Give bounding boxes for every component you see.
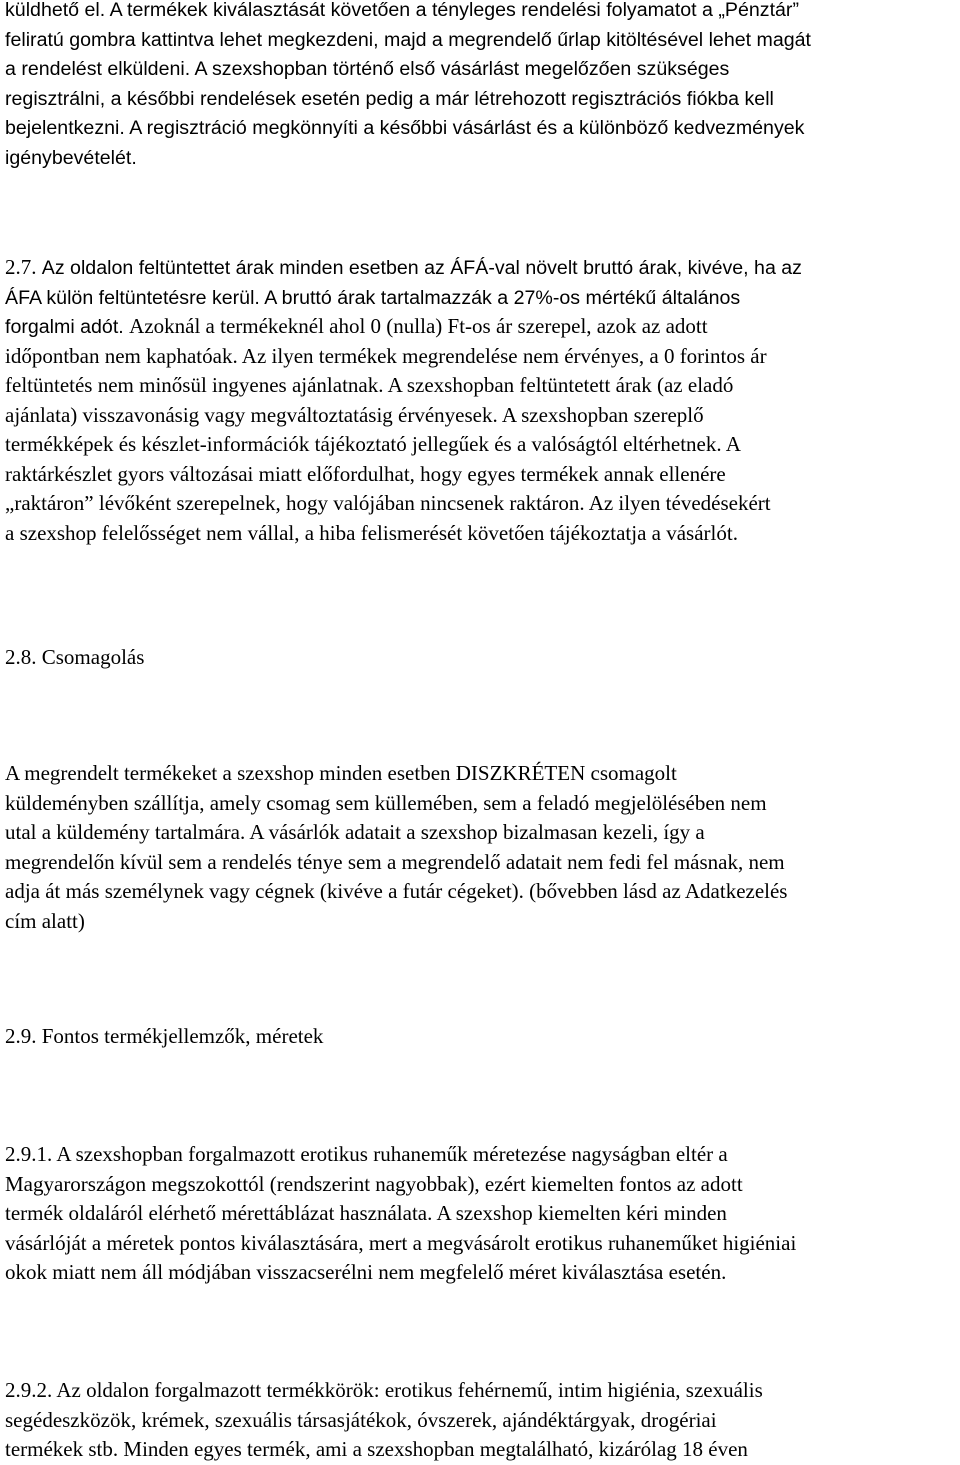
text-line (5, 818, 960, 848)
text-run: a rendelést elküldeni. (5, 58, 195, 80)
text-line (5, 113, 960, 143)
text-run: termékképek és készlet-információk tájékoztató jellegűek és a valóságtól eltérhetnek. (5, 432, 726, 456)
text-line (5, 1406, 960, 1436)
text-line (5, 1140, 960, 1170)
text-run: 2.7. (5, 255, 42, 279)
text-run: Magyarországon megszokottól (rendszerint nagyobbak), ezért kiemelten fontos az adott (5, 1171, 743, 1196)
text-line (5, 907, 960, 937)
text-run: igénybevételét. (5, 146, 137, 169)
text-line (5, 1022, 960, 1052)
text-run: időpontban nem kaphatóak. (5, 343, 242, 368)
text-run: termékek stb. (5, 1437, 124, 1461)
text-run: okok miatt nem áll módjában visszacserélni nem megfelelő méret kiválasztása esetén. (5, 1260, 727, 1284)
text-run: ajánlata) visszavonásig vagy megváltoztatásig érvényesek. (5, 402, 502, 427)
text-line (5, 342, 960, 372)
text-run: cím alatt) (5, 908, 85, 933)
text-line (5, 1199, 960, 1229)
section-2-9-1-paragraph (5, 1140, 960, 1288)
text-line (5, 371, 960, 401)
text-line (5, 401, 960, 431)
text-run: Az ilyen termékek megrendelése nem érvényes, a 0 forintos ár (241, 343, 767, 368)
text-run: regisztrálni, a későbbi rendelések esetén pedig a már létrehozott regisztrációs fiókba kell (5, 87, 774, 110)
text-run: A szexshopban történő első vásárlást megelőzően szükséges (194, 58, 730, 80)
text-run: termék oldaláról elérhető mérettáblázat használata. (5, 1201, 437, 1225)
text-line (5, 643, 960, 673)
text-run: a szexshop felelősséget nem vállal, a hiba felismerését követően tájékoztatja a vásárlót. (5, 520, 738, 545)
text-run: A szexshopban feltüntetett árak (az eladó (387, 373, 734, 397)
text-line (5, 1435, 960, 1465)
text-run: A megrendelt termékeket a szexshop minden esetben DISZKRÉTEN csomagolt (5, 761, 677, 785)
text-line (5, 253, 960, 283)
section-2-7-paragraph (5, 253, 960, 548)
text-line (5, 283, 960, 313)
text-run: A bruttó árak tartalmazzák a 27%-os mértékű általános (264, 286, 741, 309)
text-run: A regisztráció megkönnyíti a későbbi vásárlást és a különböző kedvezmények (129, 117, 805, 139)
text-run: feliratú gombra kattintva lehet megkezdeni, majd a megrendelő űrlap kitöltésével lehet magát (5, 28, 811, 51)
text-run: Az ilyen tévedésekért (588, 491, 771, 515)
text-line (5, 1170, 960, 1200)
text-run: megrendelőn kívül sem a rendelés ténye sem a megrendelő adatait nem fedi fel másnak, nem (5, 849, 785, 874)
text-line (5, 312, 960, 342)
intro-paragraph (5, 0, 960, 172)
text-line (5, 848, 960, 878)
text-line (5, 489, 960, 519)
text-run: Az oldalon feltüntettet árak minden esetben az ÁFÁ-val növelt bruttó árak, kivéve, ha az (41, 257, 802, 279)
text-run: adja át más személynek vagy cégnek (kivéve a futár cégeket). (5, 879, 530, 903)
text-run: vásárlóját a méretek pontos kiválasztására, mert a megvásárolt erotikus ruhaneműket higiéniai (5, 1230, 797, 1255)
section-2-9-2-paragraph (5, 1376, 960, 1465)
section-2-8-heading (5, 643, 960, 673)
text-run: Azoknál a termékeknél ahol 0 (nulla) Ft-os ár szerepel, azok az adott (129, 314, 708, 338)
text-run: 2.8. Csomagolás (5, 645, 145, 669)
text-run: A vásárlók adatait a szexshop bizalmasan kezeli, így a (249, 820, 705, 844)
text-run: küldeményben szállítja, amely csomag sem küllemében, sem a feladó megjelölésében nem (5, 790, 767, 815)
text-line (5, 1258, 960, 1288)
text-line (5, 789, 960, 819)
text-run: forgalmi adót. (5, 316, 130, 338)
text-run: Minden egyes termék, ami a szexshopban megtalálható, kizárólag 18 éven (123, 1437, 748, 1461)
text-line (5, 759, 960, 789)
text-line (5, 54, 960, 84)
text-run: 2.9. Fontos termékjellemzők, méretek (5, 1024, 324, 1048)
text-line (5, 519, 960, 549)
text-run: utal a küldemény tartalmára. (5, 820, 250, 844)
text-line (5, 0, 960, 25)
section-2-8-paragraph (5, 759, 960, 936)
text-line (5, 430, 960, 460)
text-run: A szexshop kiemelten kéri minden (436, 1201, 727, 1225)
text-line (5, 460, 960, 490)
text-line (5, 143, 960, 173)
text-line (5, 84, 960, 114)
text-run: A (725, 432, 741, 456)
section-2-9-heading (5, 1022, 960, 1052)
text-run: feltüntetés nem minősül ingyenes ajánlatnak. (5, 373, 388, 397)
text-run: A szexshopban szereplő (501, 402, 704, 427)
text-run: segédeszközök, krémek, szexuális társasjátékok, óvszerek, ajándéktárgyak, drogériai (5, 1407, 717, 1432)
text-line (5, 877, 960, 907)
text-line (5, 1376, 960, 1406)
text-run: bejelentkezni. (5, 117, 130, 139)
text-line (5, 25, 960, 55)
text-line (5, 1229, 960, 1259)
text-run: ÁFA külön feltüntetésre kerül. (5, 286, 265, 309)
text-run: „raktáron” lévőként szerepelnek, hogy valójában nincsenek raktáron. (5, 491, 589, 515)
text-run: raktárkészlet gyors változásai miatt előfordulhat, hogy egyes termékek annak ellenére (5, 461, 726, 486)
text-run: küldhető el. A termékek kiválasztását követően a tényleges rendelési folyamatot a „Pénztár” (5, 0, 799, 21)
text-run: (bővebben lásd az Adatkezelés (529, 879, 788, 903)
text-run: 2.9.2. Az oldalon forgalmazott termékkörök: erotikus fehérnemű, intim higiénia, szexuális (5, 1378, 763, 1402)
text-run: 2.9.1. A szexshopban forgalmazott erotikus ruhaneműk méretezése nagyságban eltér a (5, 1142, 728, 1166)
